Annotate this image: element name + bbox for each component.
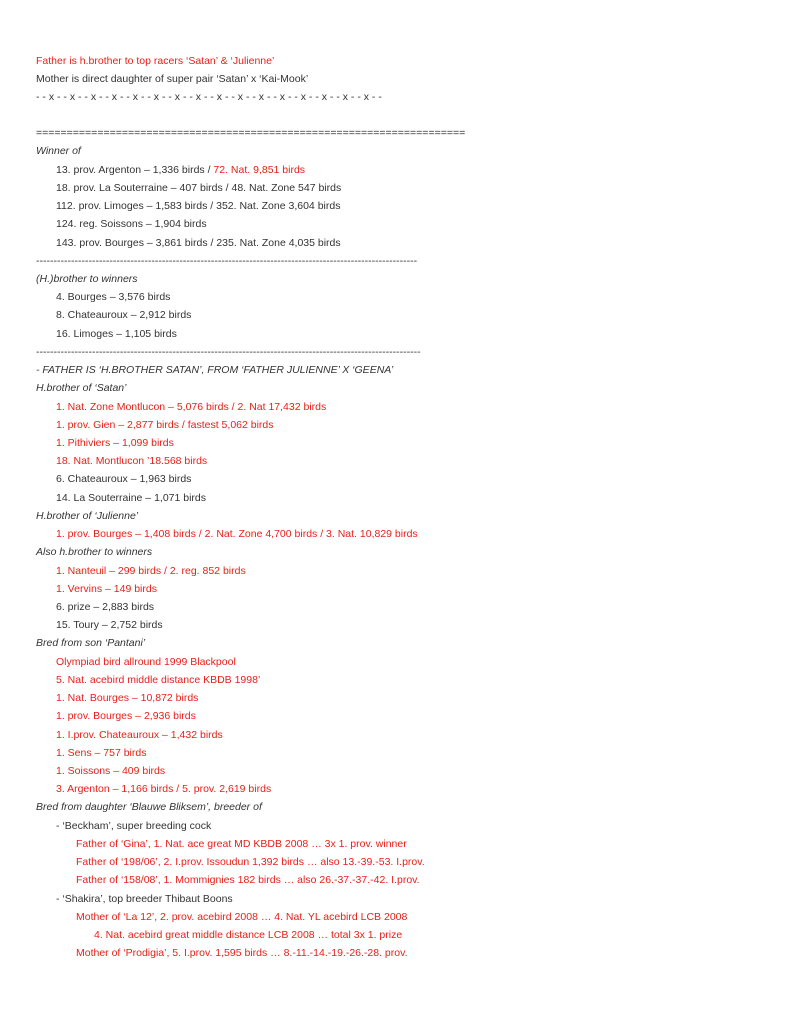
result-line: 16. Limoges – 1,105 birds	[56, 328, 177, 340]
result-line: Father of ‘158/08’, 1. Mommignies 182 birds … also 26.-37.-37.-42. I.prov.	[76, 874, 420, 886]
result-line: 14. La Souterraine – 1,071 birds	[56, 492, 207, 504]
result-line: 1. prov. Bourges – 2,936 birds	[56, 710, 196, 722]
result-line: Father of ‘198/06’, 2. I.prov. Issoudun 1,392 birds … also 13.-39.-53. I.prov.	[76, 856, 425, 868]
line-mother-intro: Mother is direct daughter of super pair ‘Satan’ x ‘Kai-Mook’	[36, 73, 309, 85]
heading-hbrother-satan: H.brother of ‘Satan’	[36, 382, 127, 394]
result-line: 3. Argenton – 1,166 birds / 5. prov. 2,619 birds	[56, 783, 272, 795]
result-line: 143. prov. Bourges – 3,861 birds / 235. Nat. Zone 4,035 birds	[56, 237, 341, 249]
line-father-intro: Father is h.brother to top racers ‘Satan’ & ‘Julienne’	[36, 55, 275, 67]
heading-also-hbrother: Also h.brother to winners	[36, 546, 153, 558]
result-line: Father of ‘Gina’, 1. Nat. ace great MD KBDB 2008 … 3x 1. prov. winner	[76, 838, 407, 850]
heading-son-pantani: Bred from son ‘Pantani’	[36, 637, 146, 649]
result-line: 6. Chateauroux – 1,963 birds	[56, 473, 192, 485]
result-line: 15. Toury – 2,752 birds	[56, 619, 163, 631]
result-line: Mother of ‘La 12’, 2. prov. acebird 2008 … 4. Nat. YL acebird LCB 2008	[76, 911, 408, 923]
result-line: 4. Bourges – 3,576 birds	[56, 291, 171, 303]
result-line: Olympiad bird allround 1999 Blackpool	[56, 656, 236, 668]
result-line-part: 13. prov. Argenton – 1,336 birds /	[56, 164, 214, 176]
result-line: 6. prize – 2,883 birds	[56, 601, 155, 613]
result-line: 124. reg. Soissons – 1,904 birds	[56, 218, 207, 230]
result-line: 1. I.prov. Chateauroux – 1,432 birds	[56, 729, 223, 741]
x-separator: - - x - - x - - x - - x - - x - - x - - x - - x - - x - - x - - x - - x - - x - - x - - x - - x - -	[36, 91, 382, 103]
equals-separator: ======================================================================	[36, 127, 466, 139]
result-line: 1. Pithiviers – 1,099 birds	[56, 437, 174, 449]
result-line: 8. Chateauroux – 2,912 birds	[56, 309, 192, 321]
result-line: 4. Nat. acebird great middle distance LCB 2008 … total 3x 1. prize	[94, 929, 403, 941]
dash-separator: -------------------------------------------------------------------------------------------------------------	[36, 255, 418, 267]
result-line: 18. Nat. Montlucon ’18.568 birds	[56, 455, 208, 467]
result-line: 1. Nat. Zone Montlucon – 5,076 birds / 2. Nat 17,432 birds	[56, 401, 327, 413]
result-line: 1. prov. Bourges – 1,408 birds / 2. Nat. Zone 4,700 birds / 3. Nat. 10,829 birds	[56, 528, 418, 540]
result-line: 1. Nanteuil – 299 birds / 2. reg. 852 birds	[56, 565, 246, 577]
result-line: 5. Nat. acebird middle distance KBDB 1998’	[56, 674, 261, 686]
result-line: 1. Nat. Bourges – 10,872 birds	[56, 692, 199, 704]
result-line: 112. prov. Limoges – 1,583 birds / 352. Nat. Zone 3,604 birds	[56, 200, 341, 212]
heading-brother-to-winners: (H.)brother to winners	[36, 273, 138, 285]
dash-separator: --------------------------------------------------------------------------------------------------------------	[36, 346, 421, 358]
heading-father-satan: - FATHER IS ‘H.BROTHER SATAN’, FROM ‘FATHER JULIENNE’ X ‘GEENA’	[36, 364, 394, 376]
result-line: 1. Sens – 757 birds	[56, 747, 147, 759]
result-line: 1. Soissons – 409 birds	[56, 765, 166, 777]
sub-heading-shakira: - ‘Shakira’, top breeder Thibaut Boons	[56, 893, 233, 905]
result-line: 18. prov. La Souterraine – 407 birds / 48. Nat. Zone 547 birds	[56, 182, 342, 194]
result-line: 1. Vervins – 149 birds	[56, 583, 157, 595]
result-line: 1. prov. Gien – 2,877 birds / fastest 5,062 birds	[56, 419, 274, 431]
result-line: Mother of ‘Prodigia’, 5. I.prov. 1,595 birds … 8.-11.-14.-19.-26.-28. prov.	[76, 947, 408, 959]
heading-winner-of: Winner of	[36, 145, 81, 157]
sub-heading-beckham: - ‘Beckham’, super breeding cock	[56, 820, 212, 832]
heading-hbrother-julienne: H.brother of ‘Julienne’	[36, 510, 139, 522]
result-line-highlight: 72. Nat. 9,851 birds	[213, 164, 306, 176]
result-line	[56, 164, 305, 178]
heading-daughter-blauwe-bliksem: Bred from daughter ‘Blauwe Bliksem’, breeder of	[36, 801, 262, 813]
